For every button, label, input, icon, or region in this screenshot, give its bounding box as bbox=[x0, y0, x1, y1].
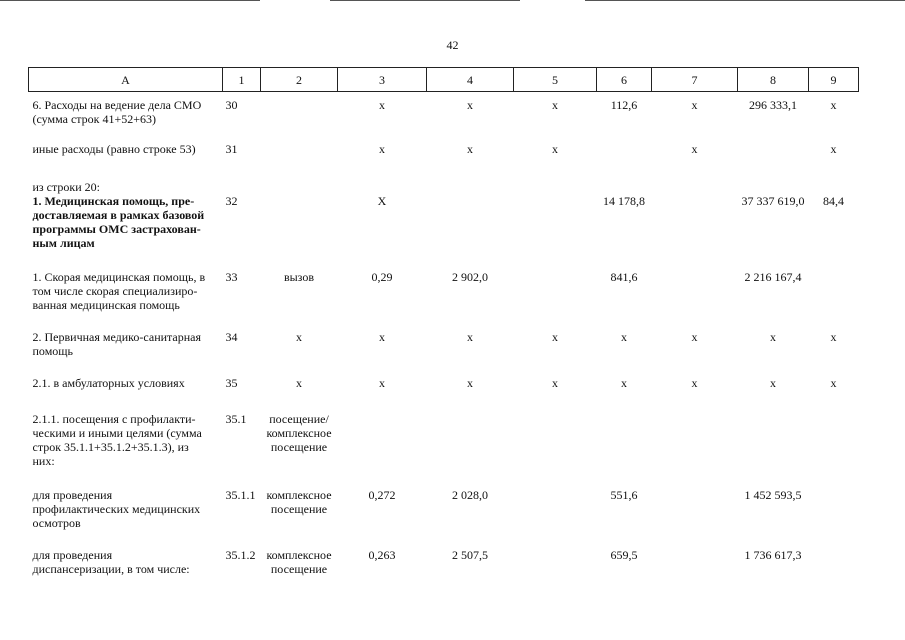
header-row bbox=[29, 68, 859, 92]
row-cell: 551,6 bbox=[610, 488, 638, 502]
row-cell bbox=[652, 474, 738, 536]
row-cell bbox=[738, 132, 809, 162]
row-cell: х bbox=[552, 98, 558, 112]
row-cell: х bbox=[691, 142, 698, 156]
row-cell: 2 216 167,4 bbox=[744, 270, 802, 284]
row-cell: комплексное посещение bbox=[266, 548, 332, 576]
row-cell bbox=[652, 256, 738, 318]
header-cell: 4 bbox=[427, 68, 514, 92]
row-cell: х bbox=[691, 376, 698, 390]
row-name-line: ванная медицинская помощь bbox=[32, 298, 180, 312]
row-name-line: осмотров bbox=[32, 516, 81, 530]
row-cell: х bbox=[296, 330, 302, 344]
row-name-line: ческими и иными целями (сумма bbox=[32, 426, 202, 440]
top-rule-left bbox=[0, 0, 260, 1]
table-row bbox=[29, 474, 859, 536]
row-code: 35.1 bbox=[225, 412, 247, 426]
row-cell: 2 028,0 bbox=[452, 488, 488, 502]
header-cell: 6 bbox=[597, 68, 652, 92]
row-name-line: диспансеризации, в том числе: bbox=[32, 562, 190, 576]
row-cell: х bbox=[379, 98, 385, 112]
row-name bbox=[29, 536, 223, 582]
table-row bbox=[29, 396, 859, 474]
row-cell: 1 452 593,5 bbox=[744, 488, 802, 502]
row-name-line: 2. Первичная медико-санитарная bbox=[32, 330, 202, 344]
row-cell: 0,263 bbox=[368, 548, 396, 562]
row-name-line: программы ОМС застрахован- bbox=[32, 222, 201, 236]
row-cell: х bbox=[552, 376, 558, 390]
row-cell: 0,29 bbox=[371, 270, 393, 284]
row-cell: х bbox=[830, 98, 837, 112]
page-number: 42 bbox=[446, 38, 459, 52]
row-cell: х bbox=[621, 376, 627, 390]
row-code: 32 bbox=[225, 194, 238, 208]
row-cell bbox=[597, 396, 652, 474]
row-cell: 84,4 bbox=[823, 194, 844, 208]
table-row bbox=[29, 162, 859, 256]
row-cell bbox=[652, 162, 738, 256]
row-cell: 112,6 bbox=[610, 98, 638, 112]
row-name bbox=[29, 162, 223, 256]
top-rule-mid bbox=[330, 0, 520, 1]
row-cell: х bbox=[467, 330, 473, 344]
header-cell: А bbox=[29, 68, 223, 92]
row-name-line: профилактических медицинских bbox=[32, 502, 201, 516]
row-name-line: доставляемая в рамках базовой bbox=[32, 208, 205, 222]
row-name bbox=[29, 396, 223, 474]
row-cell bbox=[597, 132, 652, 162]
row-name-line: 2.1. в амбулаторных условиях bbox=[32, 376, 185, 390]
row-name bbox=[29, 256, 223, 318]
row-code: 35.1.2 bbox=[225, 548, 256, 562]
row-cell: 1 736 617,3 bbox=[744, 548, 802, 562]
table-row bbox=[29, 536, 859, 582]
row-cell: комплексное посещение bbox=[266, 488, 332, 516]
row-cell: х bbox=[691, 98, 698, 112]
row-name bbox=[29, 364, 223, 396]
header-cell: 7 bbox=[652, 68, 738, 92]
row-name bbox=[29, 132, 223, 162]
row-cell: х bbox=[379, 330, 385, 344]
row-name-line: помощь bbox=[32, 344, 73, 358]
row-code: 34 bbox=[225, 330, 238, 344]
row-name-line: иные расходы (равно строке 53) bbox=[32, 142, 196, 156]
row-code: 33 bbox=[225, 270, 238, 284]
row-code: 30 bbox=[225, 98, 238, 112]
row-name-line: ным лицам bbox=[32, 236, 95, 250]
row-cell bbox=[514, 396, 597, 474]
row-name-line: (сумма строк 41+52+63) bbox=[32, 112, 157, 126]
row-cell: х bbox=[691, 330, 698, 344]
row-cell bbox=[261, 92, 338, 133]
row-cell: х bbox=[552, 330, 558, 344]
row-code: 35.1.1 bbox=[225, 488, 256, 502]
row-cell: х bbox=[770, 376, 776, 390]
row-cell: 841,6 bbox=[610, 270, 638, 284]
budget-table bbox=[28, 67, 859, 582]
row-name-line: 6. Расходы на ведение дела СМО bbox=[32, 98, 202, 112]
row-cell: х bbox=[830, 330, 837, 344]
row-prefix: из строки 20: bbox=[32, 180, 100, 194]
row-code: 35 bbox=[225, 376, 238, 390]
table-row bbox=[29, 364, 859, 396]
row-cell: х bbox=[830, 376, 837, 390]
row-cell bbox=[809, 256, 859, 318]
header-cell: 1 bbox=[223, 68, 261, 92]
row-name bbox=[29, 474, 223, 536]
table-row bbox=[29, 92, 859, 133]
row-cell bbox=[809, 396, 859, 474]
row-cell bbox=[261, 162, 338, 256]
row-cell bbox=[652, 396, 738, 474]
row-cell: х bbox=[770, 330, 776, 344]
row-cell bbox=[261, 132, 338, 162]
header-cell: 5 bbox=[514, 68, 597, 92]
row-name-line: для проведения bbox=[32, 548, 113, 562]
row-cell bbox=[514, 536, 597, 582]
row-name-line: 2.1.1. посещения с профилакти- bbox=[32, 412, 196, 426]
row-cell: х bbox=[379, 142, 385, 156]
row-cell bbox=[427, 396, 514, 474]
row-name-line: них: bbox=[32, 454, 55, 468]
row-cell: Х bbox=[377, 194, 387, 208]
row-cell bbox=[338, 396, 427, 474]
row-name-line: для проведения bbox=[32, 488, 113, 502]
row-cell: 296 333,1 bbox=[749, 98, 797, 112]
row-cell: 0,272 bbox=[368, 488, 396, 502]
row-cell: 659,5 bbox=[610, 548, 638, 562]
row-cell: х bbox=[552, 142, 558, 156]
row-cell: х bbox=[379, 376, 385, 390]
row-cell bbox=[514, 256, 597, 318]
row-name-line: строк 35.1.1+35.1.2+35.1.3), из bbox=[32, 440, 189, 454]
row-name bbox=[29, 92, 223, 133]
row-cell: вызов bbox=[283, 270, 315, 284]
row-cell bbox=[738, 396, 809, 474]
row-name bbox=[29, 318, 223, 364]
table-row bbox=[29, 318, 859, 364]
row-name-line: 1. Скорая медицинская помощь, в bbox=[32, 270, 206, 284]
row-cell: х bbox=[467, 98, 473, 112]
header-cell: 8 bbox=[738, 68, 809, 92]
row-cell: посещение/ комплексное посещение bbox=[266, 412, 332, 454]
row-name-line: том числе скорая специализиро- bbox=[32, 284, 198, 298]
header-cell: 3 bbox=[338, 68, 427, 92]
row-cell: 37 337 619,0 bbox=[741, 194, 805, 208]
row-code: 31 bbox=[225, 142, 238, 156]
row-cell bbox=[809, 474, 859, 536]
row-cell: 2 507,5 bbox=[452, 548, 488, 562]
row-name-line: 1. Медицинская помощь, пре- bbox=[32, 194, 195, 208]
header-cell: 2 bbox=[261, 68, 338, 92]
top-rule-right bbox=[585, 0, 905, 1]
header-cell: 9 bbox=[809, 68, 859, 92]
row-cell: 14 178,8 bbox=[603, 194, 645, 208]
row-cell bbox=[809, 536, 859, 582]
row-cell: х bbox=[467, 142, 473, 156]
row-cell bbox=[514, 162, 597, 256]
row-cell bbox=[514, 474, 597, 536]
row-cell: 2 902,0 bbox=[452, 270, 488, 284]
row-cell bbox=[652, 536, 738, 582]
row-cell: х bbox=[621, 330, 627, 344]
table-row bbox=[29, 132, 859, 162]
row-cell: х bbox=[467, 376, 473, 390]
table-row bbox=[29, 256, 859, 318]
row-cell: х bbox=[296, 376, 302, 390]
row-cell: х bbox=[830, 142, 837, 156]
row-cell bbox=[427, 162, 514, 256]
